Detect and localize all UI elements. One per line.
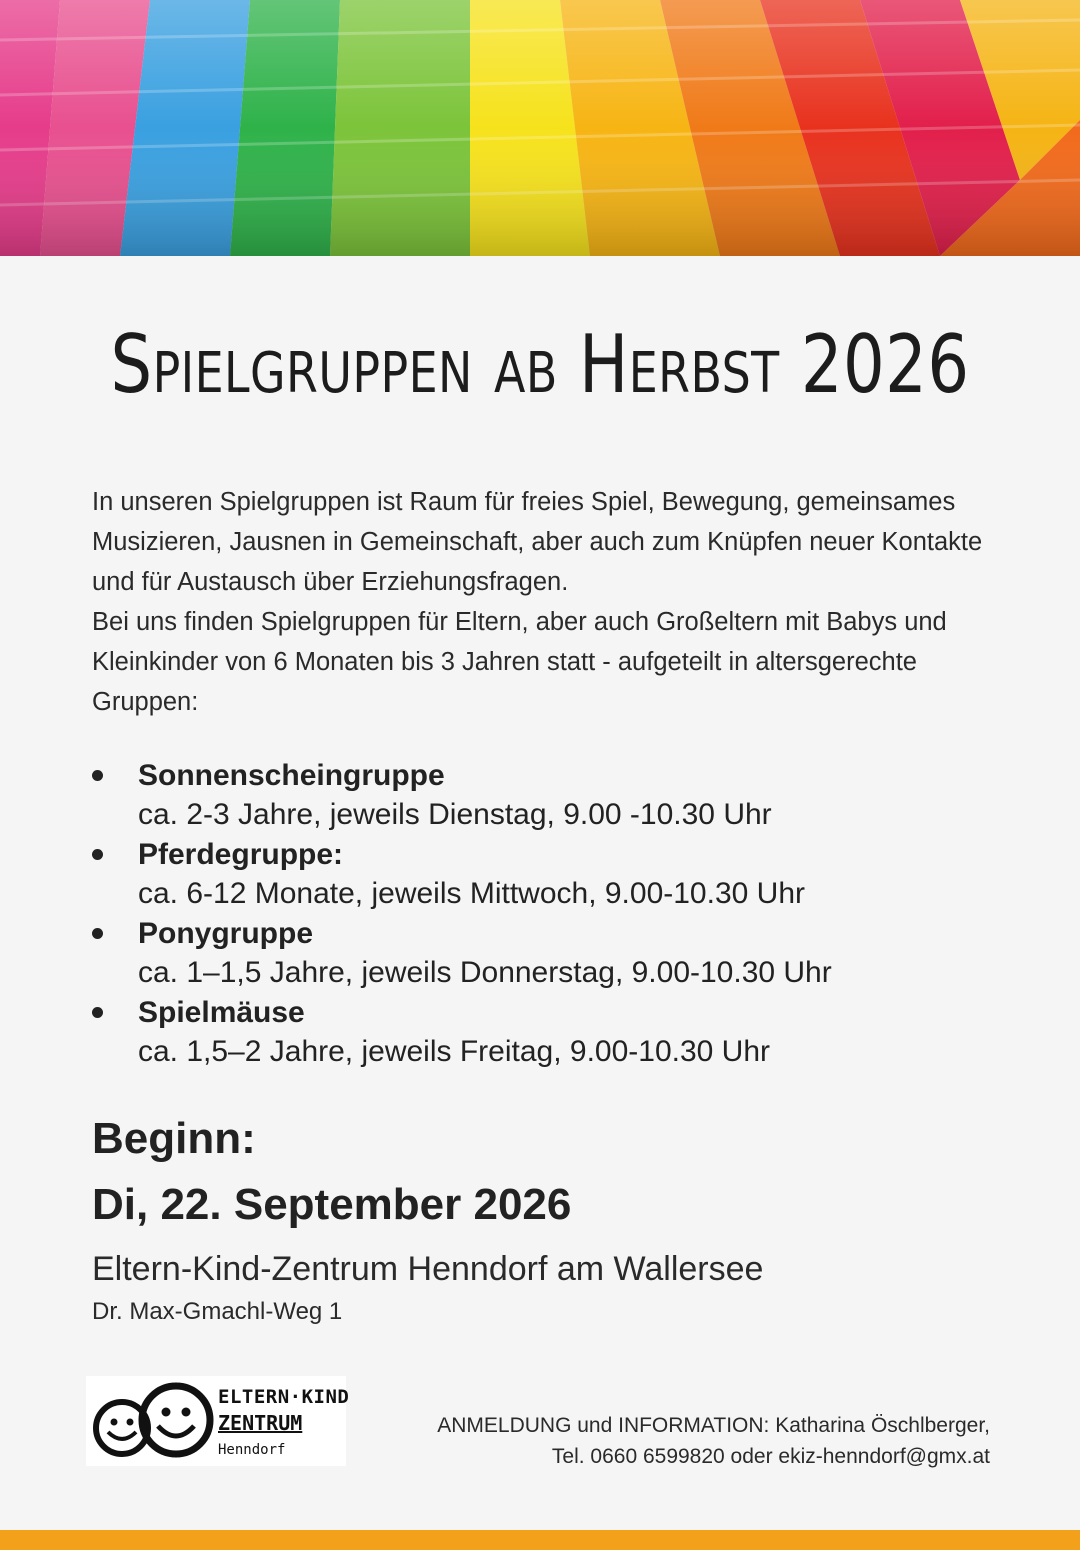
list-item — [92, 835, 1012, 914]
intro-text — [92, 482, 992, 722]
list-item — [92, 914, 1012, 993]
group-detail: ca. 6-12 Monate, jeweils Mittwoch, 9.00-10.30 Uhr — [138, 877, 805, 910]
venue-address: Dr. Max-Gmachl-Weg 1 — [92, 1298, 343, 1325]
bullet-icon — [92, 1007, 103, 1018]
contact-info — [437, 1410, 990, 1472]
group-list — [92, 756, 1012, 1072]
venue-name: Eltern-Kind-Zentrum Henndorf am Wallersee — [92, 1250, 764, 1288]
ekiz-logo — [86, 1376, 350, 1466]
hero-image — [0, 0, 1080, 256]
group-detail: ca. 1,5–2 Jahre, jeweils Freitag, 9.00-10.30 Uhr — [138, 1035, 771, 1068]
logo-text-line1: ELTERN·KIND — [218, 1386, 350, 1408]
group-name: Ponygruppe — [138, 917, 314, 950]
intro-paragraph-1: In unseren Spielgruppen ist Raum für freies Spiel, Bewegung, gemeinsames Musizieren, Jausnen in Gemeinschaft, aber auch zum Knüpfen neuer Kontakte und für Austausch über Erziehungsfragen. — [92, 488, 983, 596]
logo-text-line3: Henndorf — [218, 1442, 286, 1458]
paper-lantern-image — [0, 0, 1080, 256]
contact-line-2: Tel. 0660 6599820 oder ekiz-henndorf@gmx.at — [551, 1445, 990, 1468]
list-item — [92, 993, 1012, 1072]
group-name: Pferdegruppe: — [138, 838, 344, 871]
contact-line-1: ANMELDUNG und INFORMATION: Katharina Öschlberger, — [437, 1414, 990, 1437]
bullet-icon — [92, 849, 103, 860]
logo-text-line2: ZENTRUM — [218, 1411, 303, 1435]
group-name: Sonnenscheingruppe — [138, 759, 445, 792]
begin-date: Di, 22. September 2026 — [92, 1180, 572, 1229]
accent-bar — [0, 1530, 1080, 1550]
group-detail: ca. 2-3 Jahre, jeweils Dienstag, 9.00 -10.30 Uhr — [138, 798, 772, 831]
group-detail: ca. 1–1,5 Jahre, jeweils Donnerstag, 9.00-10.30 Uhr — [138, 956, 832, 989]
page-title: Spielgruppen ab Herbst 2026 — [110, 318, 970, 411]
group-name: Spielmäuse — [138, 996, 305, 1029]
begin-label: Beginn: — [92, 1114, 256, 1163]
smiley-faces-icon — [86, 1376, 216, 1466]
list-item — [92, 756, 1012, 835]
bullet-icon — [92, 770, 103, 781]
bullet-icon — [92, 928, 103, 939]
intro-paragraph-2: Bei uns finden Spielgruppen für Eltern, aber auch Großeltern mit Babys und Kleinkinder von 6 Monaten bis 3 Jahren statt - aufgeteilt in altersgerechte Gruppen: — [92, 608, 947, 716]
